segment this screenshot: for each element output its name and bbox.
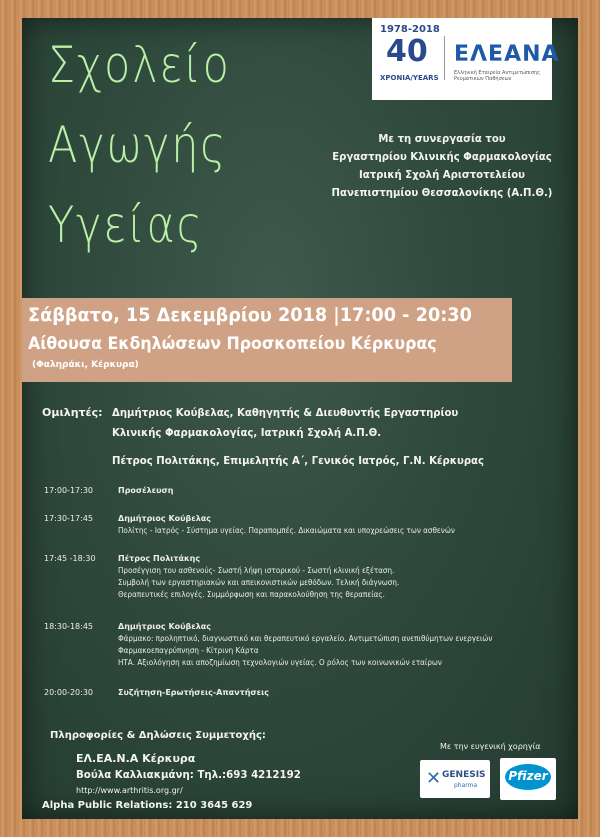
- program-time: 17:45 -18:30: [44, 554, 96, 563]
- program-desc: ΗΤΑ. Αξιολόγηση και αποζημίωση τεχνολογιών υγείας. Ο ρόλος των κοινωνικών εταίρων: [118, 658, 442, 667]
- title-line-2: Αγωγής: [48, 116, 228, 174]
- pr-contact: Alpha Public Relations: 210 3645 629: [42, 800, 253, 811]
- program-desc: Προσέγγιση του ασθενούς- Σωστή λήψη ιστορικού - Σωστή κλινική εξέταση.: [118, 566, 395, 575]
- logo-name: ΕΛΕΑΝΑ: [454, 42, 560, 67]
- program-desc: Φαρμακοεπαγρύπνηση - Κίτρινη Κάρτα: [118, 646, 259, 655]
- speaker-line: Πέτρος Πολιτάκης, Επιμελητής Α΄, Γενικός Ιατρός, Γ.Ν. Κέρκυρας: [112, 454, 485, 467]
- contact-heading: Πληροφορίες & Δηλώσεις Συμμετοχής:: [50, 730, 266, 741]
- program-time: 17:30-17:45: [44, 514, 93, 523]
- collaboration-line: Με τη συνεργασία του: [378, 132, 506, 145]
- genesis-sub: pharma: [454, 782, 478, 789]
- program-title: Συζήτηση-Ερωτήσεις-Απαντήσεις: [118, 688, 269, 697]
- collaboration-line: Πανεπιστημίου Θεσσαλονίκης (Α.Π.Θ.): [331, 186, 553, 199]
- sponsor-label: Με την ευγενική χορηγία: [440, 742, 541, 751]
- event-venue: Αίθουσα Εκδηλώσεων Προσκοπείου Κέρκυρας: [28, 334, 437, 354]
- program-desc: Πολίτης - Ιατρός - Σύστημα υγείας. Παραπομπές. Δικαιώματα και υποχρεώσεις των ασθενών: [118, 526, 455, 535]
- genesis-name: GENESIS: [442, 770, 486, 780]
- event-date-time: Σάββατο, 15 Δεκεμβρίου 2018 |17:00 - 20:30: [28, 304, 472, 326]
- logo-divider: [444, 36, 445, 80]
- collaboration-line: Ιατρική Σχολή Αριστοτελείου: [358, 168, 525, 181]
- title-line-3: Υγείας: [48, 196, 204, 254]
- program-desc: Φάρμακο: προληπτικό, διαγνωστικό και θεραπευτικό εργαλείο. Αντιμετώπιση ανεπιθύμητων ενεργειών: [118, 634, 493, 643]
- eleana-logo: [372, 18, 560, 100]
- speakers-label: Ομιλητές:: [42, 406, 103, 419]
- logo-years-label: ΧΡΟΝΙΑ/YEARS: [380, 74, 439, 82]
- program-title: Πέτρος Πολιτάκης: [118, 554, 201, 563]
- program-title: Δημήτριος Κούβελας: [118, 514, 212, 523]
- program-title: Δημήτριος Κούβελας: [118, 622, 212, 631]
- collaboration-line: Εργαστηρίου Κλινικής Φαρμακολογίας: [332, 150, 552, 163]
- contact-organization: ΕΛ.ΕΑ.Ν.Α Κέρκυρα: [76, 752, 196, 765]
- program-time: 20:00-20:30: [44, 688, 93, 697]
- speaker-line: Κλινικής Φαρμακολογίας, Ιατρική Σχολή Α.Π.Θ.: [112, 426, 382, 439]
- collaboration-block: [322, 130, 561, 202]
- title-line-1: Σχολείο: [48, 36, 231, 94]
- logo-years: 1978-2018: [380, 24, 440, 35]
- program-desc: Συμβολή των εργαστηριακών και απεικονιστικών μεθόδων. Τελική διάγνωση.: [118, 578, 400, 587]
- speaker-line: Δημήτριος Κούβελας, Καθηγητής & Διευθυντής Εργαστηρίου: [112, 406, 459, 419]
- program-desc: Θεραπευτικές επιλογές. Συμμόρφωση και παρακολούθηση της θεραπείας.: [118, 590, 385, 599]
- program-time: 18:30-18:45: [44, 622, 93, 631]
- pfizer-name: Pfizer: [508, 769, 548, 783]
- pfizer-logo: [500, 758, 556, 800]
- logo-subtitle: Ελληνική Εταιρεία Αντιμετώπισης Ρευματικών Παθήσεων: [454, 70, 541, 82]
- contact-phone: Βούλα Καλλιακμάνη: Τηλ.:693 4212192: [76, 768, 301, 781]
- logo-anniversary-number: 40: [386, 34, 428, 69]
- event-venue-location: (Φαληράκι, Κέρκυρα): [32, 360, 139, 370]
- chalkboard: [22, 18, 578, 819]
- genesis-pharma-logo: [420, 760, 490, 798]
- contact-url-link[interactable]: http://www.arthritis.org.gr/: [76, 786, 183, 795]
- program-title: Προσέλευση: [118, 486, 174, 495]
- genesis-x-icon: ✕: [426, 768, 442, 789]
- program-time: 17:00-17:30: [44, 486, 93, 495]
- date-venue-banner: [22, 298, 512, 382]
